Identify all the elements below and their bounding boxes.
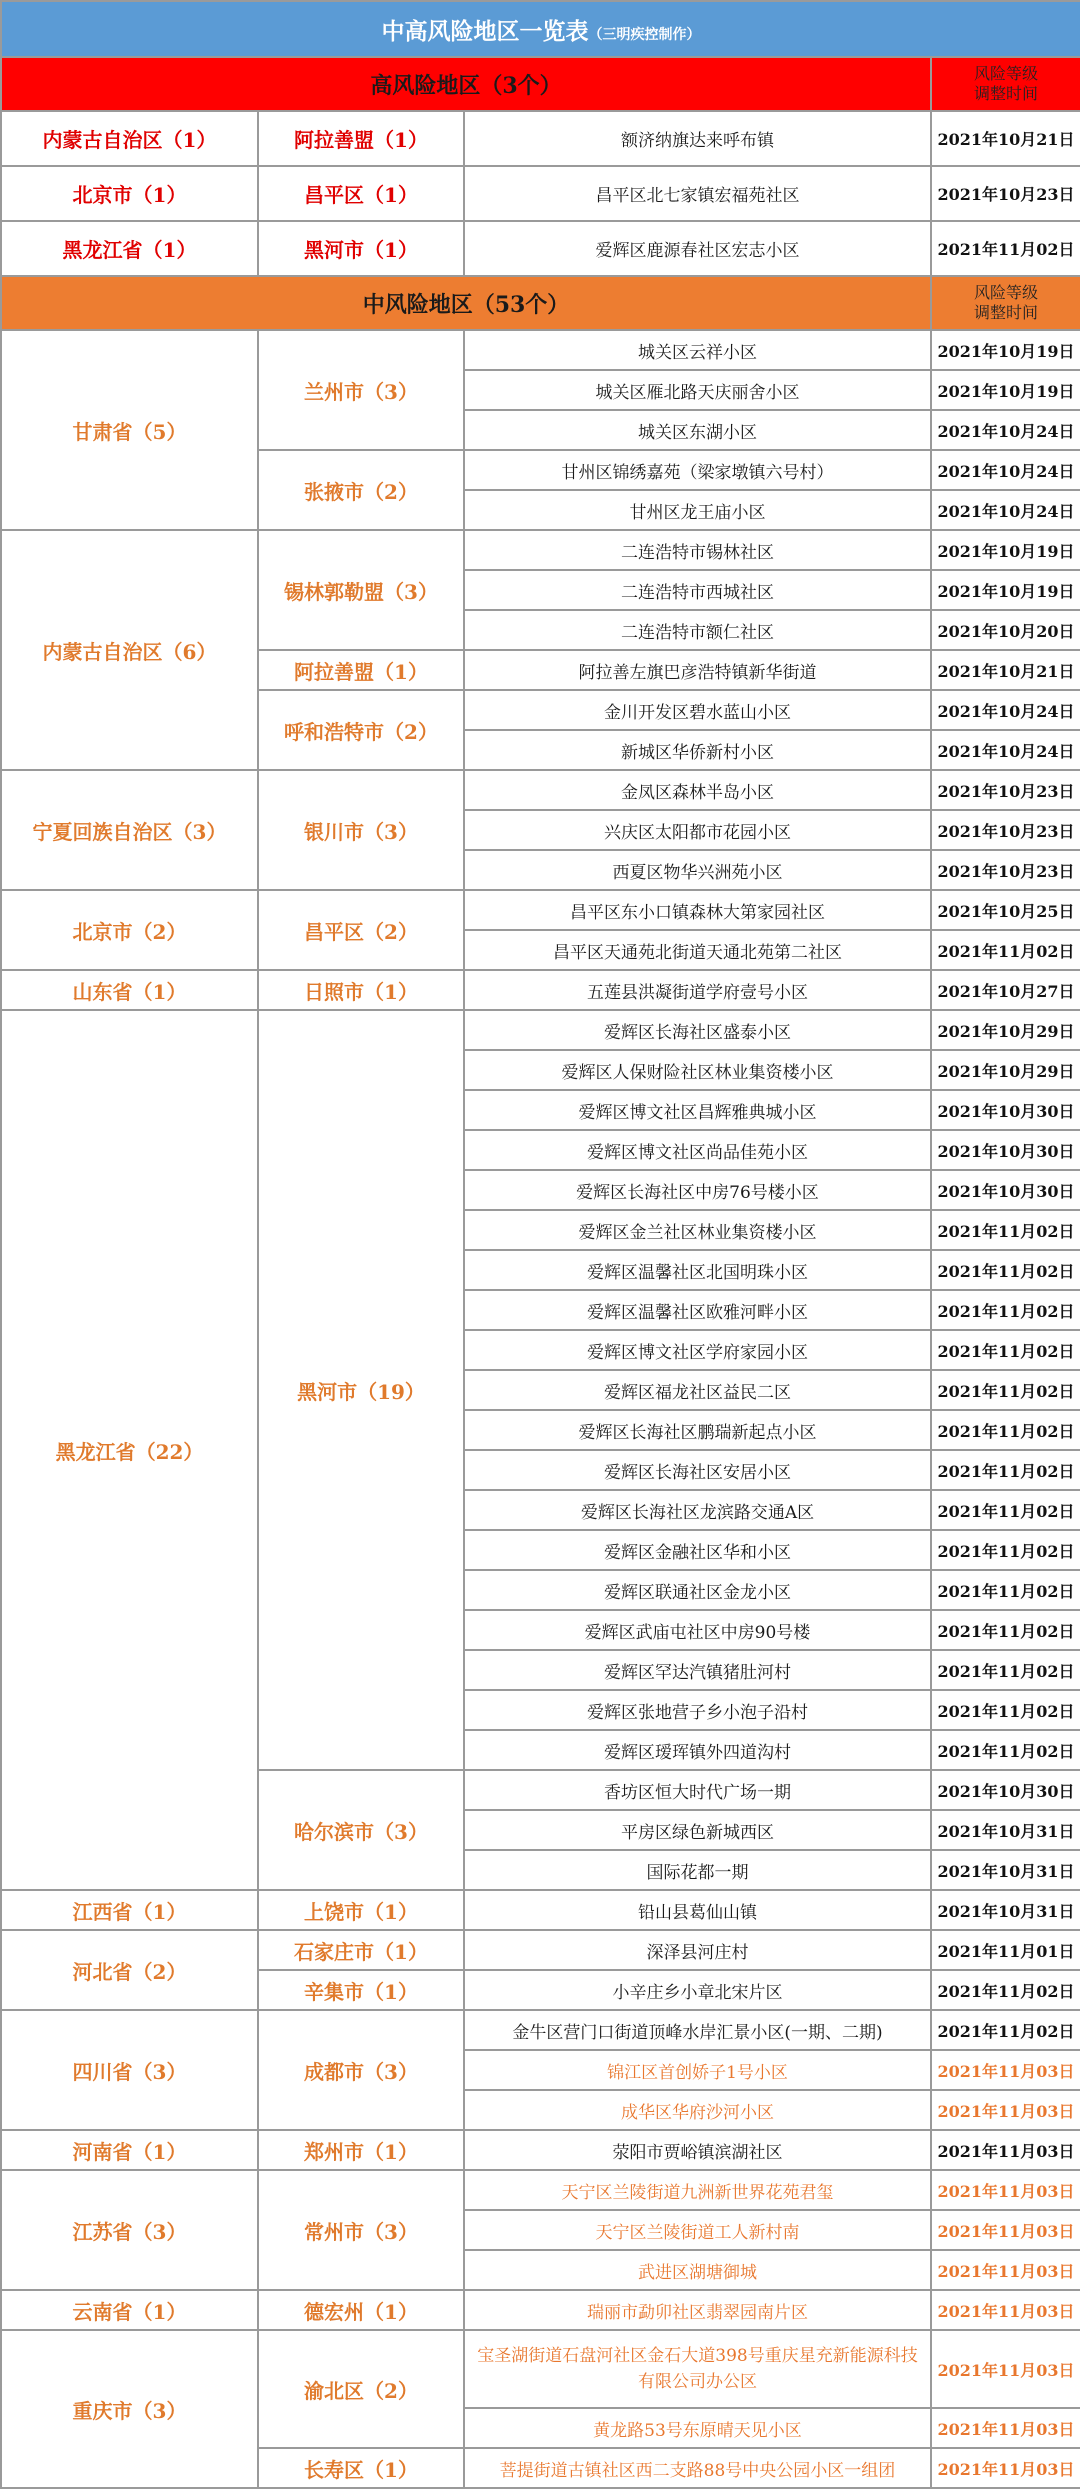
date-cell: 2021年10月25日 xyxy=(931,890,1080,930)
address-cell: 爱辉区长海社区龙滨路交通A区 xyxy=(464,1490,931,1530)
mid-risk-row xyxy=(1,2130,1080,2170)
date-cell: 2021年11月02日 xyxy=(931,1690,1080,1730)
address-cell: 额济纳旗达来呼布镇 xyxy=(464,111,931,166)
province-cell: 河北省（2） xyxy=(1,1930,258,2010)
date-cell: 2021年10月24日 xyxy=(931,690,1080,730)
mid-risk-row xyxy=(1,2010,1080,2050)
city-cell: 昌平区（1） xyxy=(258,166,464,221)
date-cell: 2021年10月19日 xyxy=(931,330,1080,370)
level-time-header xyxy=(931,276,1080,330)
province-cell: 内蒙古自治区（1） xyxy=(1,111,258,166)
address-cell: 爱辉区长海社区安居小区 xyxy=(464,1450,931,1490)
address-cell: 金牛区营门口街道顶峰水岸汇景小区(一期、二期) xyxy=(464,2010,931,2050)
date-cell: 2021年10月23日 xyxy=(931,850,1080,890)
province-cell: 黑龙江省（22） xyxy=(1,1010,258,1890)
province-cell: 山东省（1） xyxy=(1,970,258,1010)
address-cell: 甘州区锦绣嘉苑（梁家墩镇六号村） xyxy=(464,450,931,490)
address-cell: 爱辉区博文社区尚品佳苑小区 xyxy=(464,1130,931,1170)
city-cell: 哈尔滨市（3） xyxy=(258,1770,464,1890)
date-cell: 2021年11月02日 xyxy=(931,1570,1080,1610)
city-cell: 昌平区（2） xyxy=(258,890,464,970)
date-cell: 2021年10月19日 xyxy=(931,370,1080,410)
address-cell: 爱辉区温馨社区北国明珠小区 xyxy=(464,1250,931,1290)
province-cell: 宁夏回族自治区（3） xyxy=(1,770,258,890)
level-label-line1: 风险等级 xyxy=(973,283,1038,302)
level-label-line2: 调整时间 xyxy=(973,303,1038,322)
address-cell: 爱辉区武庙屯社区中房90号楼 xyxy=(464,1610,931,1650)
date-cell: 2021年10月21日 xyxy=(931,650,1080,690)
address-cell: 兴庆区太阳都市花园小区 xyxy=(464,810,931,850)
address-cell: 城关区云祥小区 xyxy=(464,330,931,370)
city-cell: 上饶市（1） xyxy=(258,1890,464,1930)
date-cell: 2021年11月02日 xyxy=(931,1250,1080,1290)
city-cell: 张掖市（2） xyxy=(258,450,464,530)
date-cell: 2021年10月24日 xyxy=(931,490,1080,530)
date-cell: 2021年11月02日 xyxy=(931,1330,1080,1370)
address-cell: 爱辉区温馨社区欧雅河畔小区 xyxy=(464,1290,931,1330)
date-cell: 2021年10月21日 xyxy=(931,111,1080,166)
mid-risk-row xyxy=(1,530,1080,570)
date-cell: 2021年10月23日 xyxy=(931,166,1080,221)
address-cell: 荥阳市贾峪镇滨湖社区 xyxy=(464,2130,931,2170)
level-label-line1: 风险等级 xyxy=(973,64,1038,83)
level-time-header xyxy=(931,57,1080,111)
high-risk-header-row xyxy=(1,57,1080,111)
city-cell: 辛集市（1） xyxy=(258,1970,464,2010)
date-cell: 2021年11月02日 xyxy=(931,1210,1080,1250)
date-cell: 2021年10月30日 xyxy=(931,1170,1080,1210)
address-cell: 爱辉区金融社区华和小区 xyxy=(464,1530,931,1570)
date-cell: 2021年11月03日 xyxy=(931,2330,1080,2408)
address-cell: 二连浩特市额仁社区 xyxy=(464,610,931,650)
city-cell: 黑河市（19） xyxy=(258,1010,464,1770)
date-cell: 2021年11月02日 xyxy=(931,1650,1080,1690)
province-cell: 河南省（1） xyxy=(1,2130,258,2170)
address-cell: 金川开发区碧水蓝山小区 xyxy=(464,690,931,730)
address-cell: 爱辉区福龙社区益民二区 xyxy=(464,1370,931,1410)
date-cell: 2021年10月31日 xyxy=(931,1810,1080,1850)
address-cell: 天宁区兰陵街道九洲新世界花苑君玺 xyxy=(464,2170,931,2210)
address-cell: 阿拉善左旗巴彦浩特镇新华街道 xyxy=(464,650,931,690)
address-cell: 爱辉区瑷珲镇外四道沟村 xyxy=(464,1730,931,1770)
city-cell: 黑河市（1） xyxy=(258,221,464,276)
date-cell: 2021年10月23日 xyxy=(931,810,1080,850)
date-cell: 2021年11月03日 xyxy=(931,2448,1080,2488)
mid-risk-header: 中风险地区（53个） xyxy=(1,276,931,330)
province-cell: 江西省（1） xyxy=(1,1890,258,1930)
date-cell: 2021年11月02日 xyxy=(931,2010,1080,2050)
date-cell: 2021年11月03日 xyxy=(931,2130,1080,2170)
mid-risk-row xyxy=(1,330,1080,370)
mid-risk-row xyxy=(1,970,1080,1010)
date-cell: 2021年10月27日 xyxy=(931,970,1080,1010)
address-cell: 爱辉区联通社区金龙小区 xyxy=(464,1570,931,1610)
date-cell: 2021年10月29日 xyxy=(931,1010,1080,1050)
address-cell: 爱辉区罕达汽镇猪肚河村 xyxy=(464,1650,931,1690)
mid-risk-row xyxy=(1,2330,1080,2408)
address-cell: 爱辉区金兰社区林业集资楼小区 xyxy=(464,1210,931,1250)
address-cell: 国际花都一期 xyxy=(464,1850,931,1890)
date-cell: 2021年11月02日 xyxy=(931,221,1080,276)
city-cell: 渝北区（2） xyxy=(258,2330,464,2448)
date-cell: 2021年11月01日 xyxy=(931,1930,1080,1970)
date-cell: 2021年10月23日 xyxy=(931,770,1080,810)
date-cell: 2021年10月30日 xyxy=(931,1130,1080,1170)
date-cell: 2021年11月03日 xyxy=(931,2090,1080,2130)
address-cell: 爱辉区博文社区学府家园小区 xyxy=(464,1330,931,1370)
mid-risk-row xyxy=(1,1890,1080,1930)
address-cell: 深泽县河庄村 xyxy=(464,1930,931,1970)
address-cell: 平房区绿色新城西区 xyxy=(464,1810,931,1850)
address-cell: 天宁区兰陵街道工人新村南 xyxy=(464,2210,931,2250)
date-cell: 2021年11月02日 xyxy=(931,1970,1080,2010)
table-title-cell xyxy=(1,1,1080,57)
date-cell: 2021年11月03日 xyxy=(931,2250,1080,2290)
address-cell: 昌平区天通苑北街道天通北苑第二社区 xyxy=(464,930,931,970)
date-cell: 2021年10月29日 xyxy=(931,1050,1080,1090)
table-subtitle: （三明疾控制作） xyxy=(588,26,701,43)
address-cell: 爱辉区长海社区中房76号楼小区 xyxy=(464,1170,931,1210)
date-cell: 2021年11月03日 xyxy=(931,2408,1080,2448)
high-risk-row xyxy=(1,221,1080,276)
table-body xyxy=(1,1,1080,2488)
city-cell: 日照市（1） xyxy=(258,970,464,1010)
date-cell: 2021年10月30日 xyxy=(931,1090,1080,1130)
high-risk-header: 高风险地区（3个） xyxy=(1,57,931,111)
address-cell: 小辛庄乡小章北宋片区 xyxy=(464,1970,931,2010)
address-cell: 成华区华府沙河小区 xyxy=(464,2090,931,2130)
address-cell: 爱辉区长海社区盛泰小区 xyxy=(464,1010,931,1050)
date-cell: 2021年10月20日 xyxy=(931,610,1080,650)
province-cell: 云南省（1） xyxy=(1,2290,258,2330)
high-risk-row xyxy=(1,111,1080,166)
address-cell: 爱辉区鹿源春社区宏志小区 xyxy=(464,221,931,276)
mid-risk-row xyxy=(1,1010,1080,1050)
level-label-line2: 调整时间 xyxy=(973,84,1038,103)
address-cell: 二连浩特市西城社区 xyxy=(464,570,931,610)
mid-risk-row xyxy=(1,890,1080,930)
date-cell: 2021年11月02日 xyxy=(931,1290,1080,1330)
address-cell: 爱辉区人保财险社区林业集资楼小区 xyxy=(464,1050,931,1090)
date-cell: 2021年11月03日 xyxy=(931,2050,1080,2090)
city-cell: 郑州市（1） xyxy=(258,2130,464,2170)
date-cell: 2021年11月03日 xyxy=(931,2210,1080,2250)
mid-risk-row xyxy=(1,770,1080,810)
city-cell: 德宏州（1） xyxy=(258,2290,464,2330)
city-cell: 成都市（3） xyxy=(258,2010,464,2130)
province-cell: 甘肃省（5） xyxy=(1,330,258,530)
address-cell: 城关区东湖小区 xyxy=(464,410,931,450)
date-cell: 2021年11月02日 xyxy=(931,1410,1080,1450)
province-cell: 黑龙江省（1） xyxy=(1,221,258,276)
date-cell: 2021年10月24日 xyxy=(931,410,1080,450)
address-cell: 武进区湖塘御城 xyxy=(464,2250,931,2290)
address-cell: 新城区华侨新村小区 xyxy=(464,730,931,770)
date-cell: 2021年11月02日 xyxy=(931,1530,1080,1570)
city-cell: 阿拉善盟（1） xyxy=(258,111,464,166)
date-cell: 2021年11月02日 xyxy=(931,930,1080,970)
date-cell: 2021年11月03日 xyxy=(931,2170,1080,2210)
date-cell: 2021年11月02日 xyxy=(931,1450,1080,1490)
table-title: 中高风险地区一览表 xyxy=(381,17,589,45)
address-cell: 爱辉区张地营子乡小泡子沿村 xyxy=(464,1690,931,1730)
city-cell: 常州市（3） xyxy=(258,2170,464,2290)
mid-risk-row xyxy=(1,2170,1080,2210)
address-cell: 香坊区恒大时代广场一期 xyxy=(464,1770,931,1810)
date-cell: 2021年11月03日 xyxy=(931,2290,1080,2330)
date-cell: 2021年10月24日 xyxy=(931,450,1080,490)
province-cell: 内蒙古自治区（6） xyxy=(1,530,258,770)
mid-risk-row xyxy=(1,2290,1080,2330)
address-cell: 菩提街道古镇社区西二支路88号中央公园小区一组团 xyxy=(464,2448,931,2488)
address-cell: 二连浩特市锡林社区 xyxy=(464,530,931,570)
city-cell: 银川市（3） xyxy=(258,770,464,890)
city-cell: 锡林郭勒盟（3） xyxy=(258,530,464,650)
date-cell: 2021年10月19日 xyxy=(931,530,1080,570)
city-cell: 长寿区（1） xyxy=(258,2448,464,2488)
high-risk-row xyxy=(1,166,1080,221)
address-cell: 昌平区北七家镇宏福苑社区 xyxy=(464,166,931,221)
address-cell: 爱辉区长海社区鹏瑞新起点小区 xyxy=(464,1410,931,1450)
address-cell: 锦江区首创娇子1号小区 xyxy=(464,2050,931,2090)
date-cell: 2021年11月02日 xyxy=(931,1490,1080,1530)
province-cell: 江苏省（3） xyxy=(1,2170,258,2290)
city-cell: 石家庄市（1） xyxy=(258,1930,464,1970)
province-cell: 北京市（1） xyxy=(1,166,258,221)
address-cell: 五莲县洪凝街道学府壹号小区 xyxy=(464,970,931,1010)
mid-risk-header-row xyxy=(1,276,1080,330)
date-cell: 2021年11月02日 xyxy=(931,1610,1080,1650)
address-cell: 宝圣湖街道石盘河社区金石大道398号重庆星充新能源科技有限公司办公区 xyxy=(464,2330,931,2408)
date-cell: 2021年10月31日 xyxy=(931,1850,1080,1890)
address-cell: 黄龙路53号东原晴天见小区 xyxy=(464,2408,931,2448)
address-cell: 城关区雁北路天庆丽舍小区 xyxy=(464,370,931,410)
city-cell: 阿拉善盟（1） xyxy=(258,650,464,690)
date-cell: 2021年10月19日 xyxy=(931,570,1080,610)
address-cell: 铅山县葛仙山镇 xyxy=(464,1890,931,1930)
address-cell: 瑞丽市勐卯社区翡翠园南片区 xyxy=(464,2290,931,2330)
date-cell: 2021年10月24日 xyxy=(931,730,1080,770)
address-cell: 西夏区物华兴洲苑小区 xyxy=(464,850,931,890)
address-cell: 爱辉区博文社区昌辉雅典城小区 xyxy=(464,1090,931,1130)
address-cell: 甘州区龙王庙小区 xyxy=(464,490,931,530)
date-cell: 2021年10月31日 xyxy=(931,1890,1080,1930)
province-cell: 重庆市（3） xyxy=(1,2330,258,2488)
address-cell: 昌平区东小口镇森林大第家园社区 xyxy=(464,890,931,930)
city-cell: 呼和浩特市（2） xyxy=(258,690,464,770)
city-cell: 兰州市（3） xyxy=(258,330,464,450)
date-cell: 2021年11月02日 xyxy=(931,1370,1080,1410)
date-cell: 2021年10月30日 xyxy=(931,1770,1080,1810)
mid-risk-row xyxy=(1,1930,1080,1970)
province-cell: 北京市（2） xyxy=(1,890,258,970)
address-cell: 金凤区森林半岛小区 xyxy=(464,770,931,810)
province-cell: 四川省（3） xyxy=(1,2010,258,2130)
date-cell: 2021年11月02日 xyxy=(931,1730,1080,1770)
title-row xyxy=(1,1,1080,57)
